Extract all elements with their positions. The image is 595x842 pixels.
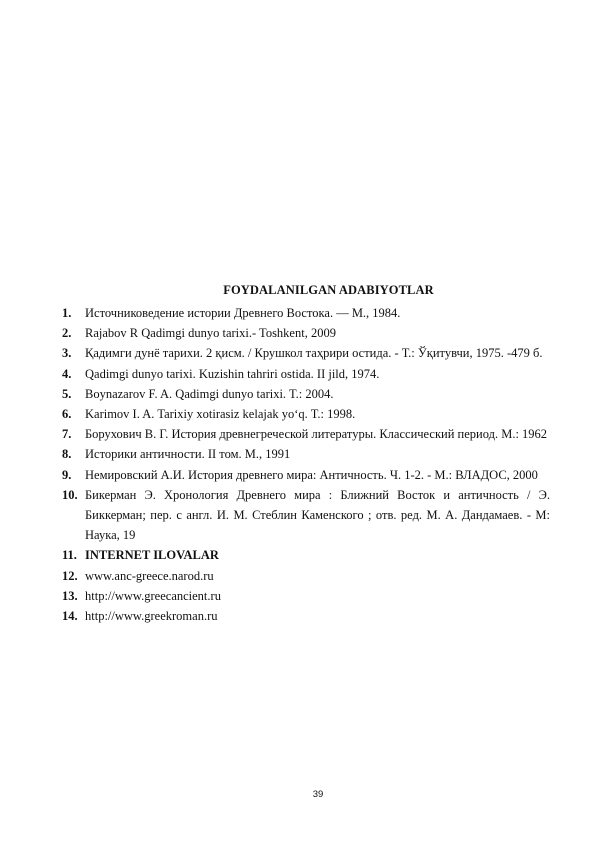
- reference-item: [62, 364, 550, 384]
- reference-item: [62, 485, 550, 546]
- page-title: FOYDALANILGAN ADABIYOTLAR: [223, 283, 434, 297]
- reference-number: 11.: [62, 548, 77, 563]
- reference-item-heading: [62, 545, 550, 565]
- reference-number: 4.: [62, 366, 72, 381]
- reference-text: INTERNET ILOVALAR: [85, 548, 219, 563]
- reference-number: 7.: [62, 427, 72, 442]
- reference-number: 10.: [62, 487, 78, 502]
- reference-text: Бикерман Э. Хронология Древнего мира : Ближний Восток и античность / Э. Биккерман; пер. с англ. И. М. Стеблин Каменского ; отв. ред. М. А. Дандамаев. - М: Наука, 19: [85, 487, 550, 543]
- reference-item: [62, 586, 550, 606]
- reference-item: [62, 384, 550, 404]
- reference-text: Қадимги дунё тарихи. 2 қисм. / Крушкол таҳрири остида. - Т.: Ўқитувчи, 1975. -479 б.: [85, 346, 543, 361]
- reference-item: [62, 444, 550, 464]
- reference-number: 8.: [62, 447, 72, 462]
- reference-text: Boynazarov F. A. Qadimgi dunyo tarixi. T.: 2004.: [85, 386, 334, 401]
- reference-number: 9.: [62, 467, 72, 482]
- reference-item: [62, 343, 550, 363]
- reference-item: [62, 606, 550, 626]
- reference-text: Rajabov R Qadimgi dunyo tarixi.- Toshkent, 2009: [85, 326, 336, 341]
- reference-number: 3.: [62, 346, 72, 361]
- reference-item: [62, 566, 550, 586]
- reference-number: 13.: [62, 588, 78, 603]
- reference-number: 1.: [62, 306, 72, 320]
- reference-number: 2.: [62, 326, 72, 341]
- reference-item: [62, 465, 550, 485]
- reference-number: 5.: [62, 386, 72, 401]
- reference-number: 6.: [62, 407, 72, 422]
- reference-item: [62, 303, 550, 323]
- reference-url: http://www.greecancient.ru: [85, 588, 221, 603]
- reference-item: [62, 323, 550, 343]
- reference-number: 14.: [62, 609, 78, 624]
- reference-number: 12.: [62, 568, 78, 583]
- reference-item: [62, 424, 550, 444]
- reference-text: Karimov I. A. Tarixiy xotirasiz kelajak yo‘q. T.: 1998.: [85, 407, 356, 422]
- reference-item: [62, 404, 550, 424]
- reference-text: Историки античности. II том. М., 1991: [85, 447, 291, 462]
- page-number: 39: [312, 789, 324, 800]
- reference-text: Источниковедение истории Древнего Востока. — М., 1984.: [85, 306, 401, 320]
- reference-text: Qadimgi dunyo tarixi. Kuzishin tahriri ostida. II jild, 1974.: [85, 366, 380, 381]
- reference-url: www.anc-greece.narod.ru: [85, 568, 214, 583]
- reference-text: Немировский А.И. История древнего мира: Античность. Ч. 1-2. - М.: ВЛАДОС, 2000: [85, 467, 538, 482]
- reference-url: http://www.greekroman.ru: [85, 609, 218, 624]
- reference-list: [62, 303, 550, 626]
- reference-text: Борухович В. Г. История древнегреческой литературы. Классический период. М.: 1962: [85, 427, 548, 442]
